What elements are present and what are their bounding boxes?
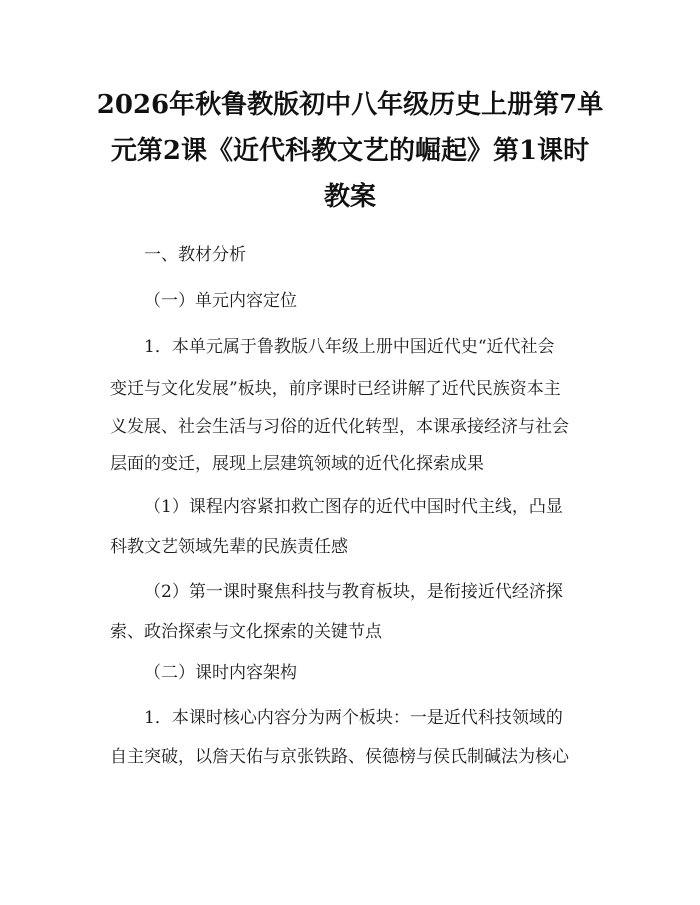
section-heading: 一、教材分析	[144, 245, 246, 265]
paragraph-line: （1）课程内容紧扣救亡图存的近代中国时代主线，凸显	[144, 497, 563, 517]
paragraph-line: 层面的变迁，展现上层建筑领域的近代化探索成果	[110, 454, 484, 474]
document-title-line-3: 教案	[323, 182, 376, 212]
paragraph-line: 自主突破，以詹天佑与京张铁路、侯德榜与侯氏制碱法为核心	[110, 747, 569, 767]
paragraph-line: 科教文艺领域先辈的民族责任感	[110, 537, 348, 557]
paragraph-line: 1．本单元属于鲁教版八年级上册中国近代史“近代社会	[144, 337, 555, 357]
paragraph-line: 1．本课时核心内容分为两个板块：一是近代科技领域的	[144, 708, 563, 728]
subsection-heading: （一）单元内容定位	[144, 291, 297, 311]
paragraph-line: 义发展、社会生活与习俗的近代化转型，本课承接经济与社会	[110, 417, 569, 437]
paragraph-line: 变迁与文化发展”板块，前序课时已经讲解了近代民族资本主	[110, 379, 561, 399]
paragraph-line: 索、政治探索与文化探索的关键节点	[110, 622, 382, 642]
document-title-line-1: 2026年秋鲁教版初中八年级历史上册第7单	[96, 90, 604, 120]
document-title-line-2: 元第2课《近代科教文艺的崛起》第1课时	[110, 136, 590, 166]
paragraph-line: （2）第一课时聚焦科技与教育板块，是衔接近代经济探	[144, 582, 563, 602]
subsection-heading: （二）课时内容架构	[144, 663, 297, 683]
